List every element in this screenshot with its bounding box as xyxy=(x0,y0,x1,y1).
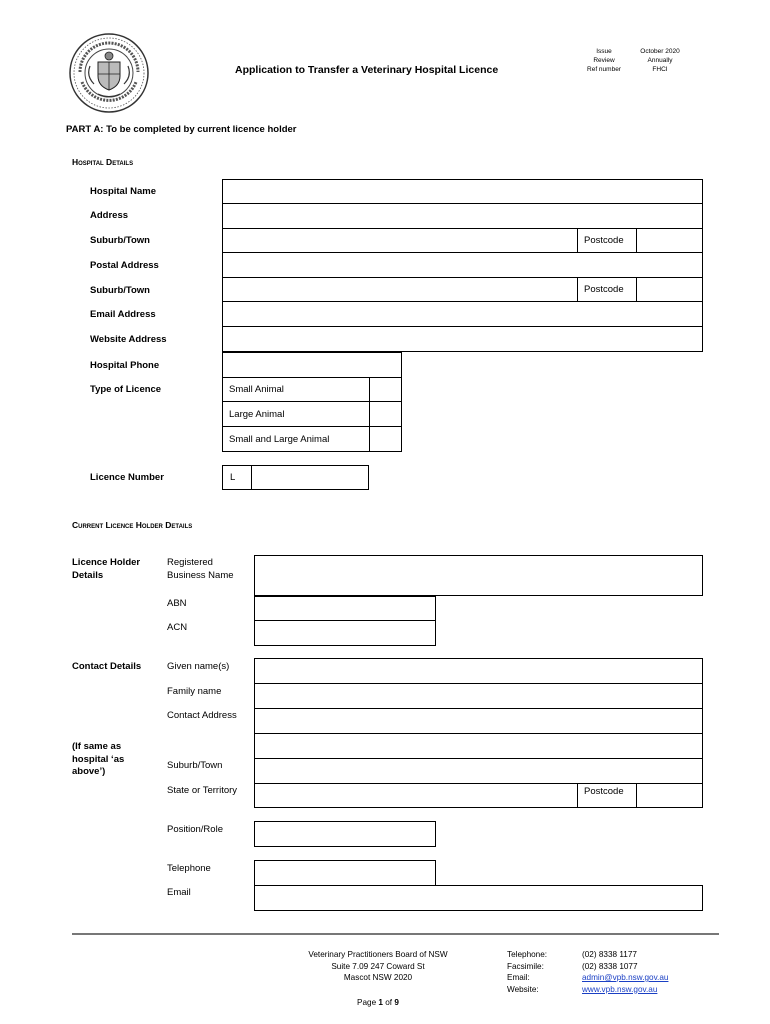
licence-type-small-animal-label: Small Animal xyxy=(229,384,284,395)
meta-ref-value: FHCI xyxy=(652,66,668,73)
contact-address-field-2[interactable] xyxy=(254,733,703,759)
page-number xyxy=(357,997,399,1009)
licence-number-prefix: L xyxy=(230,472,236,483)
footer-website-link[interactable]: www.vpb.nsw.gov.au xyxy=(582,984,658,994)
label-postal-address: Postal Address xyxy=(90,260,159,271)
hospital-name-field[interactable] xyxy=(222,179,703,204)
footer-telephone-label: Telephone: xyxy=(507,950,548,959)
page-of: of xyxy=(385,998,393,1007)
postcode-label-2: Postcode xyxy=(584,284,624,295)
acn-label: ACN xyxy=(167,622,188,633)
postcode-field-1[interactable] xyxy=(636,228,703,253)
label-hospital-phone: Hospital Phone xyxy=(90,360,160,371)
holder-postcode-label: Postcode xyxy=(584,786,624,797)
hospital-details-heading: Hospital Details xyxy=(72,157,134,167)
family-name-field[interactable] xyxy=(254,683,703,709)
holder-postcode-label-cell xyxy=(577,783,637,808)
part-a-heading: PART A: To be completed by current licence holder xyxy=(66,124,297,135)
label-suburb-1: Suburb/Town xyxy=(90,235,150,246)
page-label: Page xyxy=(357,998,377,1007)
page-title: Application to Transfer a Veterinary Hospital Licence xyxy=(235,64,499,76)
licence-number-field[interactable] xyxy=(251,465,369,490)
footer-email-label: Email: xyxy=(507,973,530,982)
page-current: 1 xyxy=(378,998,383,1007)
hospital-phone-field[interactable] xyxy=(222,352,402,378)
board-seal-logo xyxy=(68,32,150,114)
label-suburb-2: Suburb/Town xyxy=(90,285,150,296)
footer-contact-labels xyxy=(507,949,547,995)
registered-business-name-label: Registered Business Name xyxy=(167,557,234,581)
footer-email-link[interactable]: admin@vpb.nsw.gov.au xyxy=(582,973,669,982)
holder-suburb-field[interactable] xyxy=(254,758,703,784)
label-licence-number: Licence Number xyxy=(90,472,164,483)
postal-address-field[interactable] xyxy=(222,252,703,278)
licence-holder-details-label: Licence Holder Details xyxy=(72,557,141,581)
footer-website-label: Website: xyxy=(507,984,539,994)
contact-address-field[interactable] xyxy=(254,708,703,734)
state-territory-field[interactable] xyxy=(254,783,578,808)
holder-suburb-label: Suburb/Town xyxy=(167,760,223,771)
page-total: 9 xyxy=(394,998,399,1007)
email-address-field[interactable] xyxy=(222,301,703,327)
telephone-label: Telephone xyxy=(167,863,211,874)
email-field[interactable] xyxy=(254,885,703,911)
licence-type-small-large-animal xyxy=(222,426,370,452)
meta-review-label: Review xyxy=(593,57,615,64)
meta-values xyxy=(630,47,690,74)
licence-type-large-animal xyxy=(222,401,370,427)
licence-type-small-large-animal-checkbox[interactable] xyxy=(369,426,402,452)
acn-field[interactable] xyxy=(254,620,436,646)
family-name-label: Family name xyxy=(167,686,222,697)
footer-contact-values xyxy=(582,949,668,995)
footer-org-name: Veterinary Practitioners Board of NSW xyxy=(308,950,448,959)
if-same-as-hospital-note: (If same as hospital ‘as above’) xyxy=(72,741,125,777)
meta-ref-label: Ref number xyxy=(587,66,621,73)
licence-type-large-animal-checkbox[interactable] xyxy=(369,401,402,427)
meta-labels xyxy=(578,47,630,74)
position-role-field[interactable] xyxy=(254,821,436,847)
label-type-of-licence: Type of Licence xyxy=(90,384,162,395)
suburb-field-1[interactable] xyxy=(222,228,578,253)
state-territory-label: State or Territory xyxy=(167,785,238,796)
website-address-field[interactable] xyxy=(222,326,703,352)
registered-business-name-field[interactable] xyxy=(254,555,703,596)
footer-address-block xyxy=(290,949,466,984)
meta-issue-label: Issue xyxy=(596,48,612,55)
licence-number-prefix-cell xyxy=(222,465,252,490)
licence-type-small-animal xyxy=(222,377,370,402)
postcode-label-1: Postcode xyxy=(584,235,624,246)
abn-field[interactable] xyxy=(254,596,436,621)
licence-type-small-large-animal-label: Small and Large Animal xyxy=(229,434,330,445)
abn-label: ABN xyxy=(167,598,187,609)
label-website-address: Website Address xyxy=(90,334,167,345)
telephone-field[interactable] xyxy=(254,860,436,886)
label-hospital-name: Hospital Name xyxy=(90,186,156,197)
label-address: Address xyxy=(90,210,129,221)
postcode-label-cell-2 xyxy=(577,277,637,302)
footer-telephone-value: (02) 8338 1177 xyxy=(582,950,637,959)
footer-facsimile-value: (02) 8338 1077 xyxy=(582,961,638,971)
postcode-label-cell-1 xyxy=(577,228,637,253)
licence-type-large-animal-label: Large Animal xyxy=(229,409,285,420)
contact-address-label: Contact Address xyxy=(167,710,237,721)
licence-type-small-animal-checkbox[interactable] xyxy=(369,377,402,402)
footer-street: Suite 7.09 247 Coward St xyxy=(331,961,425,971)
position-role-label: Position/Role xyxy=(167,824,223,835)
given-names-label: Given name(s) xyxy=(167,661,230,672)
footer-divider xyxy=(72,933,719,935)
email-label: Email xyxy=(167,887,191,898)
postcode-field-2[interactable] xyxy=(636,277,703,302)
meta-issue-value: October 2020 xyxy=(640,48,680,55)
current-licence-holder-heading: Current Licence Holder Details xyxy=(72,520,193,530)
given-names-field[interactable] xyxy=(254,658,703,684)
address-field[interactable] xyxy=(222,203,703,229)
footer-facsimile-label: Facsimile: xyxy=(507,961,544,971)
suburb-field-2[interactable] xyxy=(222,277,578,302)
meta-review-value: Annually xyxy=(647,57,673,64)
label-email-address: Email Address xyxy=(90,309,156,320)
holder-postcode-field[interactable] xyxy=(636,783,703,808)
contact-details-label: Contact Details xyxy=(72,661,142,672)
footer-suburb: Mascot NSW 2020 xyxy=(343,973,413,982)
